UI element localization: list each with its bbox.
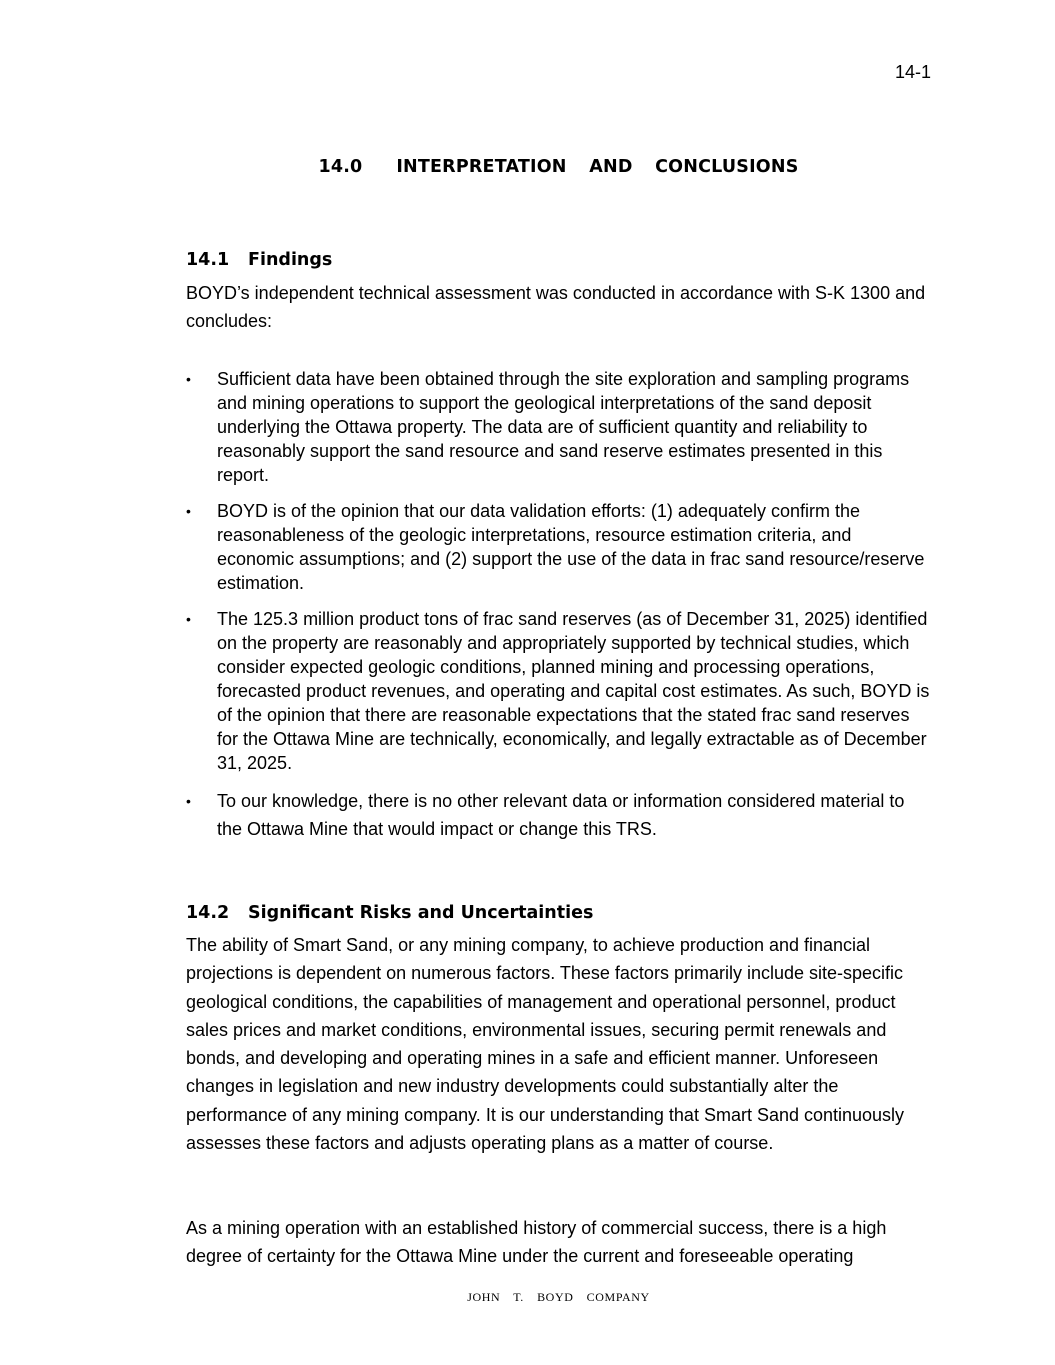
risks-paragraph-1: The ability of Smart Sand, or any mining company, to achieve production and financial projections is dependent on numerous factors. These factors primarily include site-specific geological conditions, the capabilities of management and operational personnel, product sales prices and market conditions, environmental issues, securing permit renewals and bonds, and developing and operating mines in a safe and efficient manner. Unforeseen changes in legislation and new industry developments could substantially alter the performance of any mining company. It is our understanding that Smart Sand continuously assesses these factors and adjusts operating plans as a matter of course. xyxy=(186,935,905,1154)
bullet-text: The 125.3 million product tons of frac sand reserves (as of December 31, 2025) identified on the property are reasonably and appropriately supported by technical studies, which consider expected geologic conditions, planned mining and processing operations, forecasted product revenues, and operating and capital cost estimates. As such, BOYD is of the opinion that there are reasonable expectations that the stated frac sand reserves for the Ottawa Mine are technically, economically, and legally extractable as of December 31, 2025. xyxy=(217,609,930,773)
bullet-text: To our knowledge, there is no other relevant data or information considered material to the Ottawa Mine that would impact or change this TRS. xyxy=(217,791,905,839)
findings-intro: BOYD’s independent technical assessment was conducted in accordance with S-K 1300 and concludes: xyxy=(186,283,926,332)
findings-list xyxy=(186,367,931,855)
page-number: 14-1 xyxy=(894,62,931,82)
risks-paragraph-2: As a mining operation with an established history of commercial success, there is a high degree of certainty for the Ottawa Mine under the current and foreseeable operating xyxy=(186,1218,887,1267)
section-number: 14.2 xyxy=(186,903,230,923)
section-heading-risks xyxy=(186,903,593,923)
bullet-text: BOYD is of the opinion that our data validation efforts: (1) adequately confirm the reasonableness of the geologic interpretations, resource estimation criteria, and economic assumptions; and (2) support the use of the data in frac sand resource/reserve estimation. xyxy=(217,501,925,593)
section-number: 14.1 xyxy=(186,250,230,270)
bullet-icon: • xyxy=(186,611,191,627)
chapter-title xyxy=(0,157,1055,177)
bullet-icon: • xyxy=(186,793,191,809)
footer-company: JOHN T. BOYD COMPANY xyxy=(467,1290,650,1304)
bullet-icon: • xyxy=(186,371,191,387)
list-item xyxy=(186,787,931,843)
section-title: Significant Risks and Uncertainties xyxy=(248,903,594,923)
list-item xyxy=(186,499,931,595)
chapter-title-text: INTERPRETATION AND CONCLUSIONS xyxy=(396,157,799,177)
list-item xyxy=(186,607,931,775)
list-item xyxy=(186,367,931,487)
section-title: Findings xyxy=(248,250,333,270)
section-heading-findings xyxy=(186,250,332,270)
bullet-text: Sufficient data have been obtained through the site exploration and sampling programs and mining operations to support the geological interpretations of the sand deposit underlying the Ottawa property. The data are of sufficient quantity and reliability to reasonably support the sand resource and sand reserve estimates presented in this report. xyxy=(217,369,910,485)
bullet-icon: • xyxy=(186,503,191,519)
chapter-number: 14.0 xyxy=(318,157,363,177)
